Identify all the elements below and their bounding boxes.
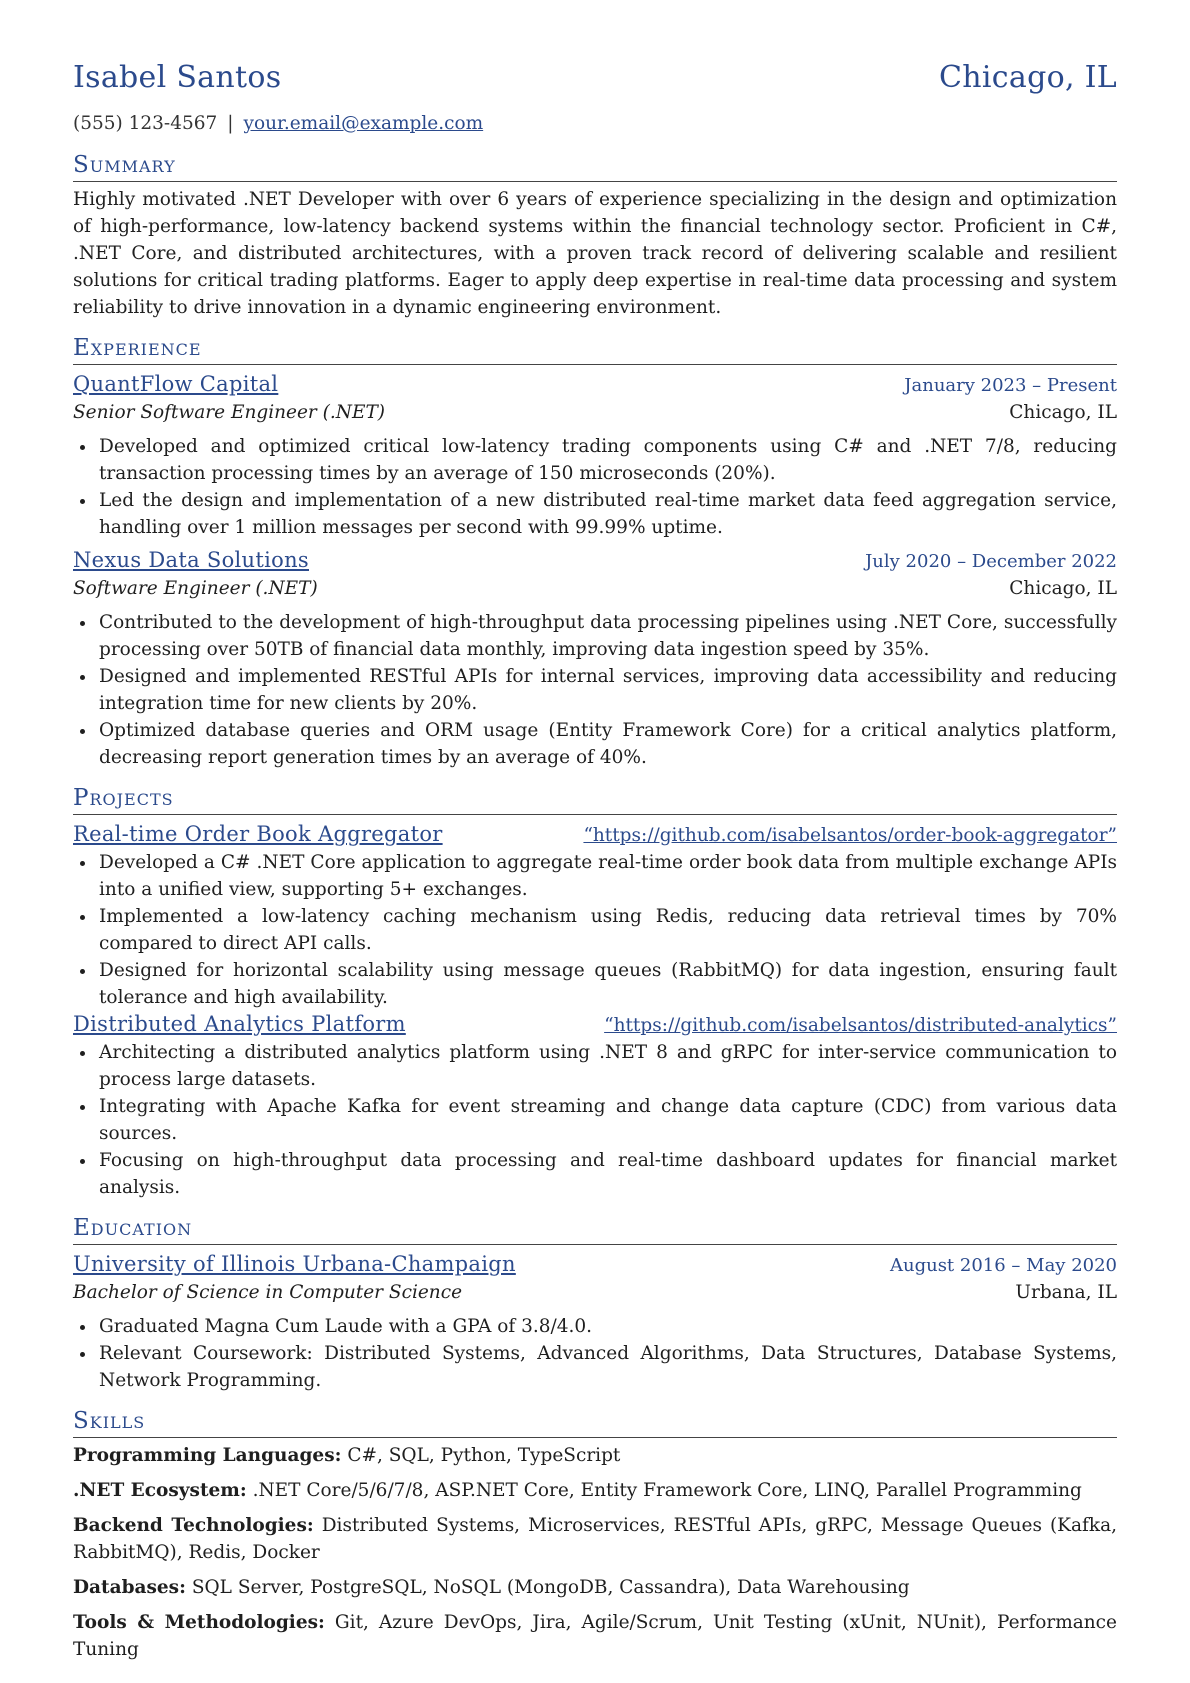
skill-value: C#, SQL, Python, TypeScript xyxy=(347,1445,621,1466)
bullet-item: • Developed and optimized critical low-latency trading components using C# and .NET 7/8, reducing transaction processing times by an average of 150 microseconds (20%). xyxy=(97,433,1117,487)
company-link[interactable]: QuantFlow Capital xyxy=(73,372,279,396)
section-title-education: Education xyxy=(73,1213,1117,1245)
summary-text: Highly motivated .NET Developer with over 6 years of experience specializing in the design and optimization of high-performance, low-latency backend systems within the financial technology sector. Proficient in C#, .NET Core, and distributed architectures, with a proven track record of delivering scalable and resilient solutions for critical trading platforms. Eager to apply deep expertise in real-time data processing and system reliability to drive innovation in a dynamic engineering environment. xyxy=(73,189,1117,318)
candidate-location: Chicago, IL xyxy=(939,60,1117,95)
skill-label: Programming Languages: xyxy=(73,1445,342,1466)
bullet-item: • Designed and implemented RESTful APIs for internal services, improving data accessibility and reducing integration time for new clients by 20%. xyxy=(97,663,1117,717)
education-location: Urbana, IL xyxy=(1015,1282,1117,1303)
school-link[interactable]: University of Illinois Urbana-Champaign xyxy=(73,1252,516,1276)
project-name-link[interactable]: Distributed Analytics Platform xyxy=(73,1012,406,1036)
bullet-item: • Focusing on high-throughput data processing and real-time dashboard updates for financial market analysis. xyxy=(97,1147,1117,1201)
skill-value: .NET Core/5/6/7/8, ASP.NET Core, Entity Framework Core, LINQ, Parallel Programming xyxy=(252,1480,1082,1501)
company-link[interactable]: Nexus Data Solutions xyxy=(73,548,309,572)
skill-line xyxy=(73,1512,1117,1566)
section-title-skills: Skills xyxy=(73,1406,1117,1438)
resume-header xyxy=(73,60,1117,104)
skill-value: Distributed Systems, Microservices, RESTful APIs, gRPC, Message Queues (Kafka, RabbitMQ), Redis, Docker xyxy=(73,1515,1117,1563)
job-entry xyxy=(73,371,1117,541)
section-title-projects: Projects xyxy=(73,783,1117,815)
job-role: Software Engineer (.NET) xyxy=(73,578,318,599)
bullet-item: • Implemented a low-latency caching mechanism using Redis, reducing data retrieval times by 70% compared to direct API calls. xyxy=(97,903,1117,957)
bullet-item: • Led the design and implementation of a new distributed real-time market data feed aggregation service, handling over 1 million messages per second with 99.99% uptime. xyxy=(97,487,1117,541)
phone-number: (555) 123-4567 xyxy=(73,113,218,134)
bullet-item: • Architecting a distributed analytics platform using .NET 8 and gRPC for inter-service communication to process large datasets. xyxy=(97,1039,1117,1093)
skill-line xyxy=(73,1477,1117,1504)
project-name-link[interactable]: Real-time Order Book Aggregator xyxy=(73,822,443,846)
job-bullets xyxy=(73,433,1117,541)
degree: Bachelor of Science in Computer Science xyxy=(73,1282,463,1303)
education-dates: August 2016 – May 2020 xyxy=(889,1255,1117,1276)
project-url-link[interactable]: “https://github.com/isabelsantos/order-book-aggregator” xyxy=(583,825,1117,846)
contact-line xyxy=(73,110,1117,138)
bullet-item: • Contributed to the development of high-throughput data processing pipelines using .NET Core, successfully processing over 50TB of financial data monthly, improving data ingestion speed by 35%. xyxy=(97,609,1117,663)
job-bullets xyxy=(73,609,1117,771)
project-entry xyxy=(73,1011,1117,1201)
project-bullets xyxy=(73,1039,1117,1201)
skill-label: .NET Ecosystem: xyxy=(73,1480,247,1501)
job-entry xyxy=(73,547,1117,771)
project-entry xyxy=(73,821,1117,1011)
job-role: Senior Software Engineer (.NET) xyxy=(73,402,386,423)
skill-line xyxy=(73,1609,1117,1663)
skill-value: Git, Azure DevOps, Jira, Agile/Scrum, Unit Testing (xUnit, NUnit), Performance Tuning xyxy=(73,1612,1117,1660)
skill-value: SQL Server, PostgreSQL, NoSQL (MongoDB, Cassandra), Data Warehousing xyxy=(191,1577,910,1598)
skill-label: Tools & Methodologies: xyxy=(73,1612,325,1633)
bullet-item: • Integrating with Apache Kafka for event streaming and change data capture (CDC) from various data sources. xyxy=(97,1093,1117,1147)
project-bullets xyxy=(73,849,1117,1011)
email-link[interactable]: your.email@example.com xyxy=(243,113,484,134)
bullet-item: • Designed for horizontal scalability using message queues (RabbitMQ) for data ingestion, ensuring fault tolerance and high availability. xyxy=(97,957,1117,1011)
skills-list xyxy=(73,1442,1117,1663)
bullet-item: • Developed a C# .NET Core application to aggregate real-time order book data from multiple exchange APIs into a unified view, supporting 5+ exchanges. xyxy=(97,849,1117,903)
job-dates: July 2020 – December 2022 xyxy=(865,551,1117,572)
education-bullets xyxy=(73,1313,1117,1394)
skill-label: Databases: xyxy=(73,1577,186,1598)
contact-separator: | xyxy=(227,113,234,134)
skill-label: Backend Technologies: xyxy=(73,1515,314,1536)
education-entry xyxy=(73,1251,1117,1394)
bullet-item: • Graduated Magna Cum Laude with a GPA of 3.8/4.0. xyxy=(97,1313,1117,1340)
project-url-link[interactable]: “https://github.com/isabelsantos/distributed-analytics” xyxy=(604,1015,1117,1036)
job-location: Chicago, IL xyxy=(1009,402,1117,423)
skill-line xyxy=(73,1442,1117,1469)
candidate-name: Isabel Santos xyxy=(73,60,282,95)
job-dates: January 2023 – Present xyxy=(904,375,1117,396)
bullet-item: • Relevant Coursework: Distributed Systems, Advanced Algorithms, Data Structures, Database Systems, Network Programming. xyxy=(97,1340,1117,1394)
job-location: Chicago, IL xyxy=(1009,578,1117,599)
bullet-item: • Optimized database queries and ORM usage (Entity Framework Core) for a critical analytics platform, decreasing report generation times by an average of 40%. xyxy=(97,717,1117,771)
skill-line xyxy=(73,1574,1117,1601)
section-title-experience: Experience xyxy=(73,333,1117,365)
section-title-summary: Summary xyxy=(73,150,1117,182)
